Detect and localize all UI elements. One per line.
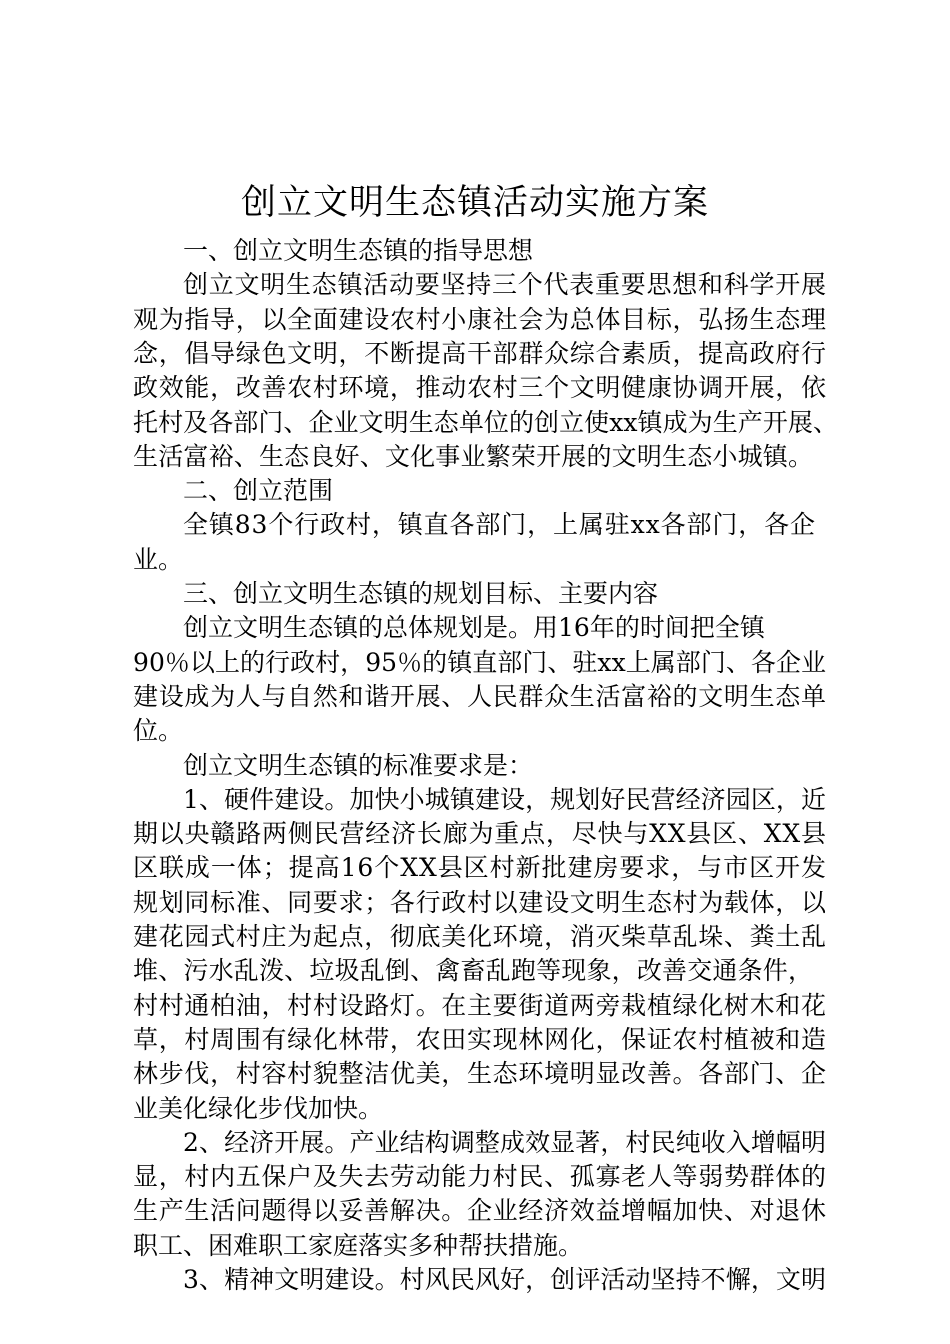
document-title: 创立文明生态镇活动实施方案 bbox=[240, 183, 709, 223]
paragraph-line: 显，村内五保户及失去劳动能力村民、孤寡老人等弱势群体的 bbox=[133, 1162, 827, 1192]
paragraph-line: 堆、污水乱泼、垃圾乱倒、禽畜乱跑等现象，改善交通条件， bbox=[133, 956, 814, 986]
paragraph-line: 三、创立文明生态镇的规划目标、主要内容 bbox=[183, 579, 659, 608]
paragraph-line: 观为指导，以全面建设农村小康社会为总体目标，弘扬生态理 bbox=[133, 304, 827, 334]
paragraph-line: 一、创立文明生态镇的指导思想 bbox=[183, 236, 534, 265]
paragraph-line: 生产生活问题得以妥善解决。企业经济效益增幅加快、对退休 bbox=[133, 1196, 827, 1226]
paragraph-line: 村村通柏油，村村设路灯。在主要街道两旁栽植绿化树木和花 bbox=[133, 990, 827, 1020]
paragraph-line: 全镇83个行政村，镇直各部门，上属驻xx各部门，各企 bbox=[183, 510, 816, 540]
paragraph-line: 3、精神文明建设。村风民风好，创评活动坚持不懈，文明 bbox=[183, 1265, 827, 1294]
paragraph-line: 位。 bbox=[133, 716, 184, 746]
paragraph-line: 1、硬件建设。加快小城镇建设，规划好民营经济园区，近 bbox=[183, 784, 827, 814]
paragraph-line: 建花园式村庄为起点，彻底美化环境，消灭柴草乱垛、粪土乱 bbox=[133, 922, 827, 951]
paragraph-line: 建设成为人与自然和谐开展、人民群众生活富裕的文明生态单 bbox=[133, 681, 827, 711]
paragraph-line: 业。 bbox=[133, 544, 184, 574]
paragraph-line: 规划同标准、同要求；各行政村以建设文明生态村为载体，以 bbox=[133, 887, 827, 917]
paragraph-line: 90％以上的行政村，95％的镇直部门、驻xx上属部门、各企业 bbox=[133, 647, 827, 677]
paragraph-line: 2、经济开展。产业结构调整成效显著，村民纯收入增幅明 bbox=[183, 1127, 827, 1157]
paragraph-line: 念，倡导绿色文明，不断提高干部群众综合素质，提高政府行 bbox=[133, 338, 827, 368]
paragraph-line: 创立文明生态镇活动要坚持三个代表重要思想和科学开展 bbox=[183, 270, 827, 300]
paragraph-line: 创立文明生态镇的标准要求是： bbox=[183, 750, 534, 780]
paragraph-line: 职工、困难职工家庭落实多种帮扶措施。 bbox=[133, 1230, 584, 1260]
paragraph-line: 创立文明生态镇的总体规划是。用16年的时间把全镇 bbox=[183, 613, 765, 643]
paragraph-line: 业美化绿化步伐加快。 bbox=[133, 1093, 384, 1123]
paragraph-line: 区联成一体；提高16个XX县区村新批建房要求，与市区开发 bbox=[133, 853, 827, 883]
paragraph-line: 政效能，改善农村环境，推动农村三个文明健康协调开展，依 bbox=[133, 373, 827, 403]
paragraph-line: 草，村周围有绿化林带，农田实现林网化，保证农村植被和造 bbox=[133, 1024, 827, 1054]
paragraph-line: 托村及各部门、企业文明生态单位的创立使xx镇成为生产开展、 bbox=[133, 407, 839, 437]
paragraph-line: 林步伐，村容村貌整洁优美，生态环境明显改善。各部门、企 bbox=[133, 1059, 827, 1089]
paragraph-line: 生活富裕、生态良好、文化事业繁荣开展的文明生态小城镇。 bbox=[133, 441, 814, 471]
paragraph-line: 期以央赣路两侧民营经济长廊为重点，尽快与XX县区、XX县 bbox=[133, 819, 827, 849]
paragraph-line: 二、创立范围 bbox=[183, 476, 334, 506]
